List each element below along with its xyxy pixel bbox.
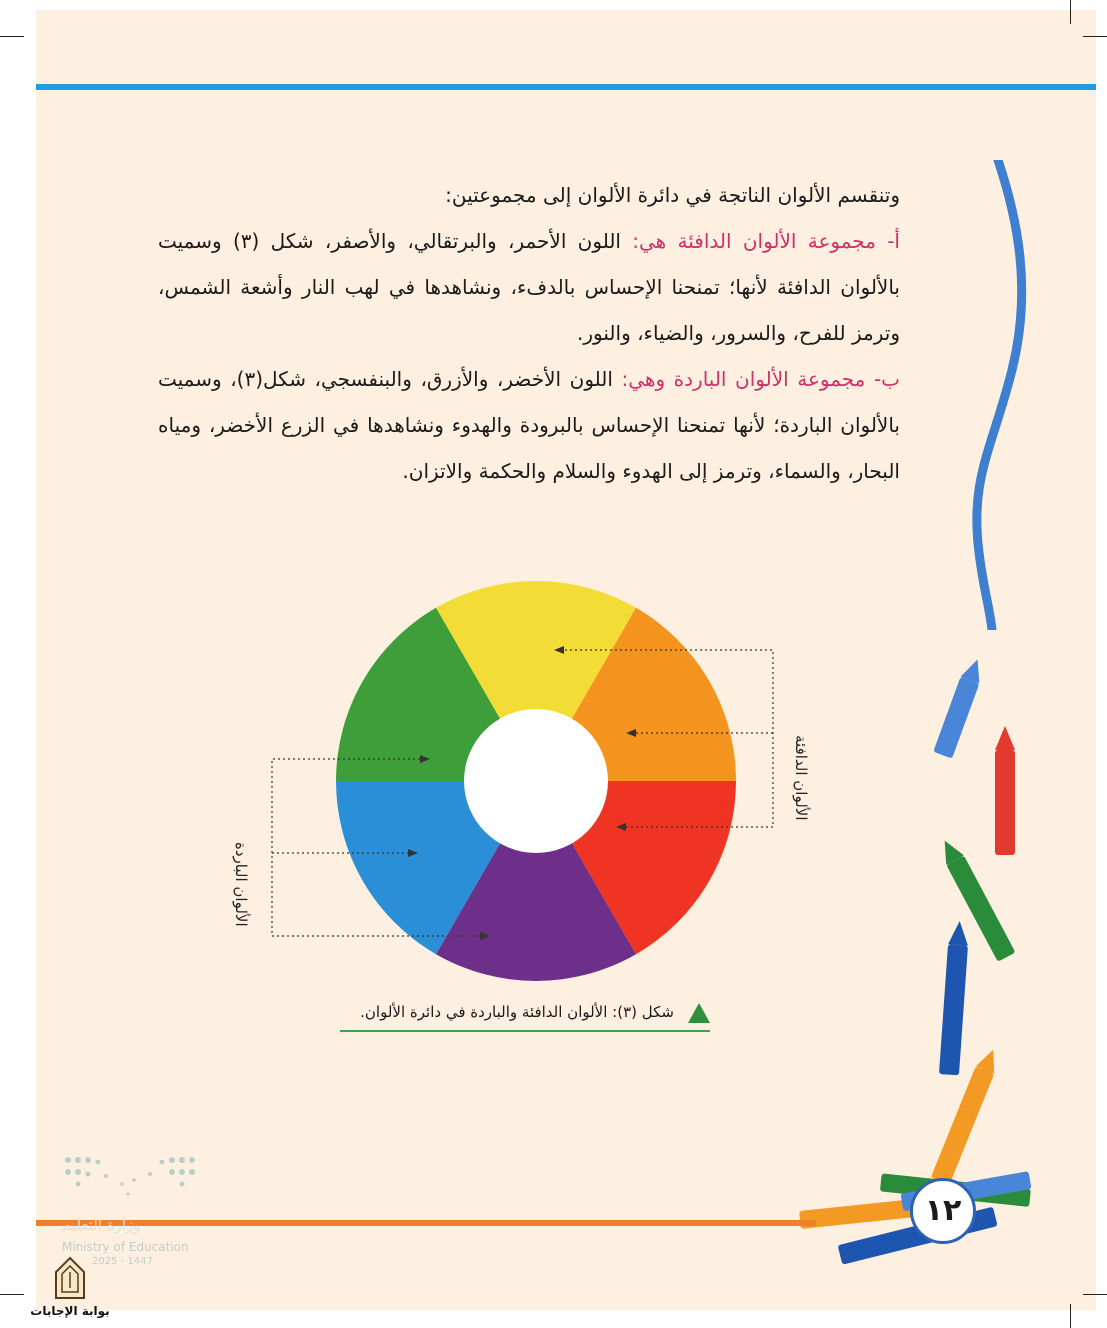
warm-label: الألوان الدافئة xyxy=(792,735,810,821)
ministry-name-en: Ministry of Education xyxy=(62,1240,189,1254)
crop-mark xyxy=(1070,1304,1071,1328)
crop-mark xyxy=(0,36,24,37)
warm-paragraph xyxy=(158,218,900,356)
ministry-dots-icon xyxy=(62,1152,197,1202)
top-rule xyxy=(36,84,1096,90)
ministry-name-ar: وزارة التعليم xyxy=(62,1216,141,1234)
warm-text: اللون الأحمر، والبرتقالي، والأصفر، شكل (٣) وسميت بالألوان الدافئة لأنها؛ تمنحنا الإحساس بالدفء، ونشاهدها في لهب النار وأشعة الشمس، وترمز للفرح، والسرور، والضياء، والنور. xyxy=(158,229,900,345)
watermark-text: بوابة الإجابات xyxy=(30,1304,110,1318)
intro-paragraph: وتنقسم الألوان الناتجة في دائرة الألوان إلى مجموعتين: xyxy=(445,183,900,207)
bottom-rule xyxy=(36,1220,816,1226)
wheel-center xyxy=(464,709,608,853)
crayon-icon xyxy=(933,656,987,759)
figure-caption xyxy=(340,1000,710,1032)
color-wheel-figure xyxy=(230,575,830,995)
decorative-crayon-line xyxy=(940,160,1040,630)
warm-heading: أ- مجموعة الألوان الدافئة هي: xyxy=(632,229,900,253)
crop-mark xyxy=(1083,1294,1107,1295)
crop-mark xyxy=(1083,36,1107,37)
crop-mark xyxy=(0,1294,24,1295)
cool-paragraph xyxy=(158,356,900,494)
ministry-year: 2025 - 1447 xyxy=(92,1256,153,1267)
crop-mark xyxy=(1070,0,1071,24)
triangle-icon xyxy=(688,1003,710,1023)
cool-label: الألوان الباردة xyxy=(232,842,250,927)
cool-heading: ب- مجموعة الألوان الباردة وهي: xyxy=(621,367,900,391)
crayon-icon xyxy=(939,920,970,1075)
body-text xyxy=(158,172,900,494)
crayon-icon xyxy=(995,726,1015,855)
crayons-decoration xyxy=(780,600,1080,1280)
page-number: ١٢ xyxy=(910,1178,976,1244)
watermark xyxy=(30,1256,110,1318)
cool-text: اللون الأخضر، والأزرق، والبنفسجي، شكل(٣)، وسميت بالألوان الباردة؛ لأنها تمنحنا الإحساس بالبرودة والهدوء ونشاهدها في الزرع الأخضر، ومياه البحار، والسماء، وترمز إلى الهدوء والسلام والحكمة والاتزان. xyxy=(158,367,900,483)
lantern-icon xyxy=(50,1256,90,1300)
caption-text: شكل (٣): الألوان الدافئة والباردة في دائرة الألوان. xyxy=(360,1003,674,1021)
ministry-logo xyxy=(62,1152,202,1267)
